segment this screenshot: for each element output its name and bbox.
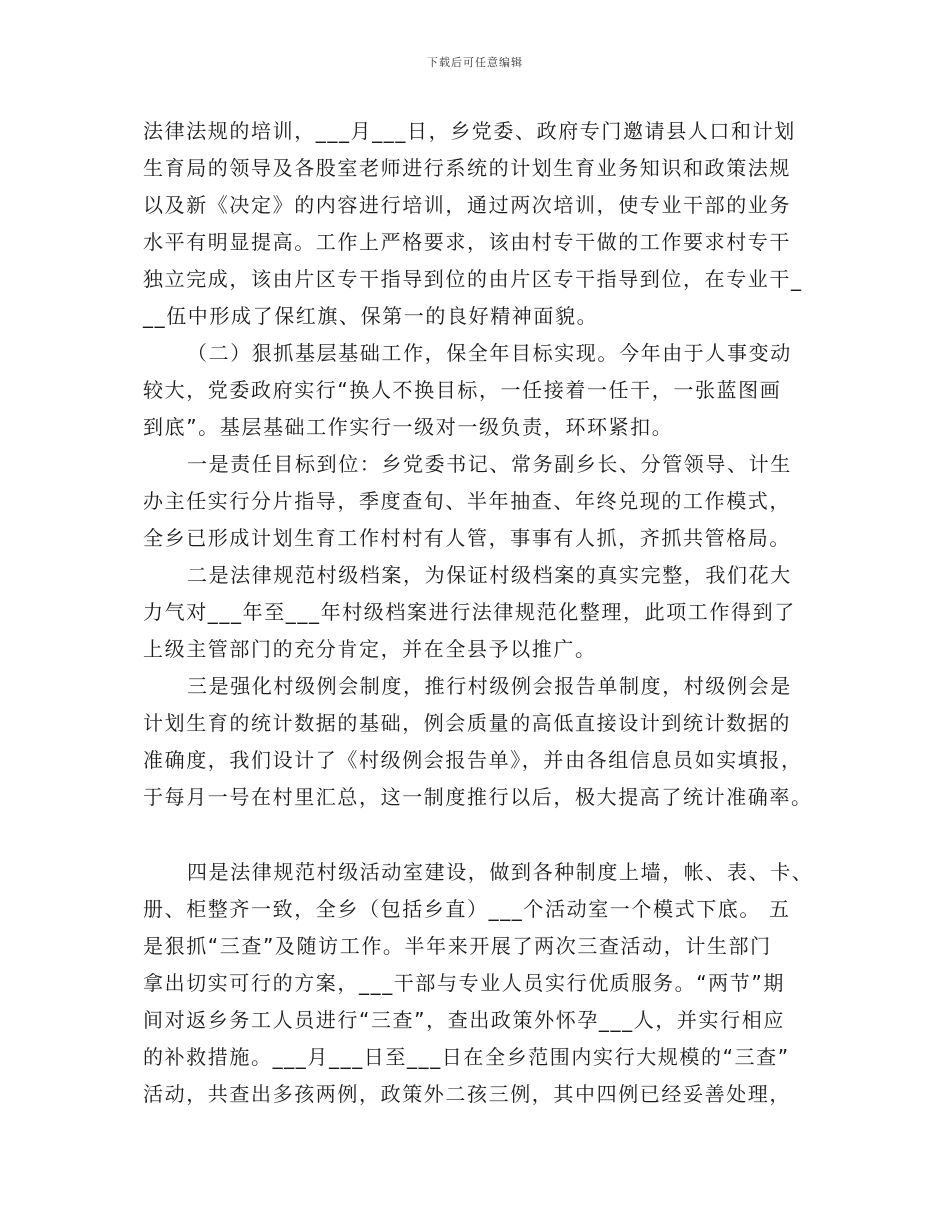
- text-line: 独立完成，该由片区专干指导到位的由片区专干指导到位，在专业干_: [143, 267, 803, 291]
- text-line: 是狠抓“三查”及随访工作。半年来开展了两次三查活动，计生部门: [143, 934, 772, 958]
- text-line: 活动，共查出多孩两例，政策外二孩三例，其中四例已经妥善处理，: [143, 1082, 791, 1106]
- text-line: 于每月一号在村里汇总，这一制度推行以后，极大提高了统计准确率。: [143, 785, 813, 809]
- paragraph-block-2: [143, 854, 814, 1113]
- text-line: 较大，党委政府实行“换人不换目标，一任接着一任干，一张蓝图画: [143, 378, 782, 402]
- text-line: 间对返乡务工人员进行“三查”，查出政策外怀孕___人，并实行相应: [143, 1008, 785, 1032]
- text-line: 准确度，我们设计了《村级例会报告单》，并由各组信息员如实填报，: [143, 748, 803, 772]
- text-line: 法律法规的培训，___月___日，乡党委、政府专门邀请县人口和计划: [143, 119, 796, 143]
- text-line: 四是法律规范村级活动室建设，做到各种制度上墙，帐、表、卡、: [187, 860, 814, 884]
- text-line: 拿出切实可行的方案，___干部与专业人员实行优质服务。“两节”期: [143, 971, 785, 995]
- text-line: 三是强化村级例会制度，推行村级例会报告单制度，村级例会是: [187, 674, 792, 698]
- text-line: 计划生育的统计数据的基础，例会质量的高低直接设计到统计数据的: [143, 711, 791, 735]
- text-line: 水平有明显提高。工作上严格要求，该由村专干做的工作要求村专干: [143, 230, 791, 254]
- text-line: 全乡已形成计划生育工作村村有人管，事事有人抓，齐抓共管格局。: [143, 526, 791, 550]
- text-line: 上级主管部门的充分肯定，并在全县予以推广。: [143, 637, 597, 661]
- text-line: 册、柜整齐一致，全乡（包括乡直）___个活动室一个模式下底。 五: [143, 897, 791, 921]
- text-line: __伍中形成了保红旗、保第一的良好精神面貌。: [143, 304, 599, 328]
- text-line: 的补救措施。___月___日至___日在全乡范围内实行大规模的“三查”: [143, 1045, 790, 1069]
- text-line: 办主任实行分片指导，季度查旬、半年抽查、年终兑现的工作模式，: [143, 489, 791, 513]
- text-line: 到底”。基层基础工作实行一级对一级负责，环环紧扣。: [143, 415, 674, 439]
- paragraph-block-1: [143, 113, 813, 816]
- text-line: 生育局的领导及各股室老师进行系统的计划生育业务知识和政策法规: [143, 156, 791, 180]
- text-line: 以及新《决定》的内容进行培训，通过两次培训，使专业干部的业务: [143, 193, 791, 217]
- text-line: （二）狠抓基层基础工作，保全年目标实现。今年由于人事变动: [187, 341, 792, 365]
- text-line: 二是法律规范村级档案，为保证村级档案的真实完整，我们花大: [187, 563, 792, 587]
- text-line: 一是责任目标到位：乡党委书记、常务副乡长、分管领导、计生: [187, 452, 792, 476]
- page-header: 下载后可任意编辑: [427, 56, 523, 69]
- text-line: 力气对___年至___年村级档案进行法律规范化整理，此项工作得到了: [143, 600, 796, 624]
